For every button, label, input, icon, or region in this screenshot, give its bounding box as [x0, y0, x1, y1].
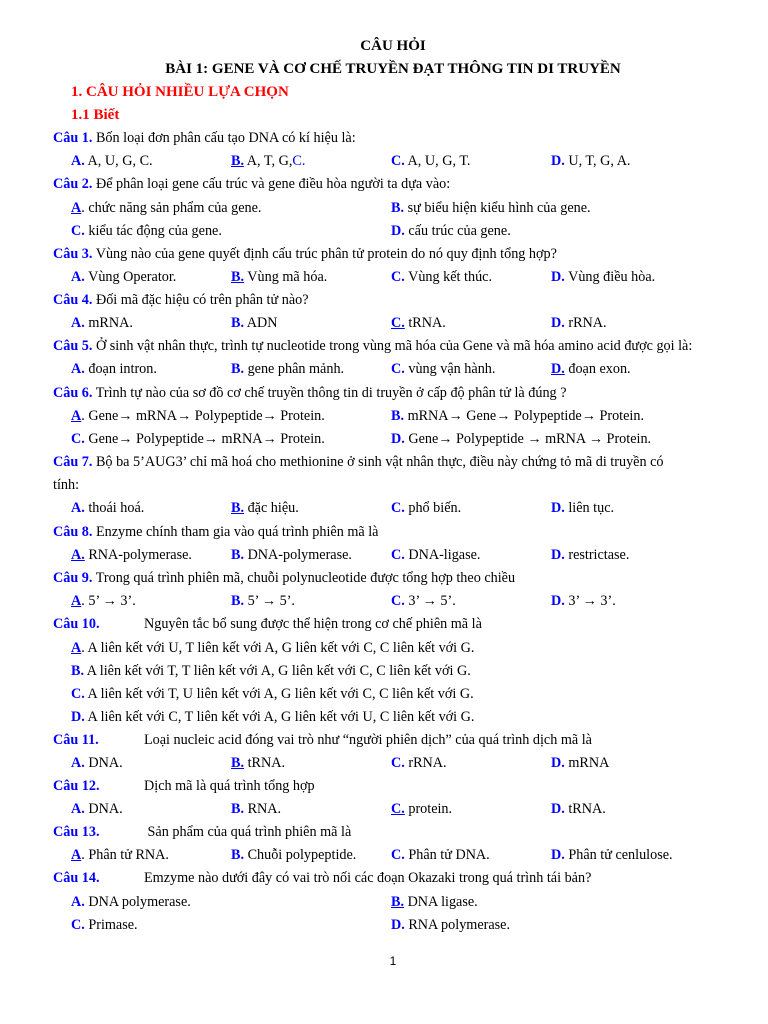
q5-option-c: C. vùng vận hành. [391, 361, 496, 377]
q3-option-a: A. Vùng Operator. [71, 269, 177, 285]
q5-option-d: D. đoạn exon. [551, 361, 631, 377]
question-number: Câu 11. [53, 732, 99, 748]
question-number: Câu 13. [53, 824, 100, 840]
q12-option-b: B. RNA. [231, 801, 282, 817]
q11-option-a: A. DNA. [71, 755, 123, 771]
q14-option-d: D. RNA polymerase. [391, 917, 511, 933]
question-text: Trong quá trình phiên mã, chuỗi polynucleotide được tổng hợp theo chiều [92, 570, 516, 586]
q3-option-b: B. Vùng mã hóa. [231, 269, 328, 285]
section-heading: 1. CÂU HỎI NHIỀU LỰA CHỌN [71, 84, 289, 100]
question-text: Nguyên tắc bổ sung được thể hiện trong cơ chế phiên mã là [144, 616, 482, 632]
q6-option-d: D. Gene→ Polypeptide → mRNA → Protein. [391, 431, 652, 447]
question-text: Trình tự nào của sơ đồ cơ chế truyền thông tin di truyền ở cấp độ phân tử là đúng ? [92, 385, 567, 401]
subsection-heading: 1.1 Biết [71, 107, 120, 123]
question-number: Câu 6. [53, 385, 93, 401]
question-12 [53, 778, 315, 795]
question-text: Emzyme nào dưới đây có vai trò nối các đoạn Okazaki trong quá trình tái bản? [144, 870, 592, 886]
q12-option-d: D. tRNA. [551, 801, 606, 817]
q8-option-a: A. RNA-polymerase. [71, 547, 192, 563]
question-5 [53, 338, 692, 355]
question-text: Ở sinh vật nhân thực, trình tự nucleotide trong vùng mã hóa của Gene và mã hóa amino acid được gọi là: [92, 338, 693, 354]
q8-option-d: D. restrictase. [551, 547, 630, 563]
q14-option-b: B. DNA ligase. [391, 894, 478, 910]
page-title: CÂU HỎI [360, 38, 426, 54]
q5-option-a: A. đoạn intron. [71, 361, 157, 377]
q12-option-c: C. protein. [391, 801, 453, 817]
q14-option-c: C. Primase. [71, 917, 138, 933]
q7-option-a: A. thoái hoá. [71, 500, 145, 516]
question-text: Đối mã đặc hiệu có trên phân tử nào? [92, 292, 309, 308]
question-number: Câu 4. [53, 292, 93, 308]
question-3 [53, 246, 557, 263]
question-6 [53, 385, 567, 402]
q8-option-c: C. DNA-ligase. [391, 547, 481, 563]
q14-option-a: A. DNA polymerase. [71, 894, 191, 910]
q1-option-c: C. A, U, G, T. [391, 153, 471, 169]
question-text: Enzyme chính tham gia vào quá trình phiên mã là [92, 524, 379, 540]
page-number: 1 [389, 954, 397, 968]
question-number: Câu 8. [53, 524, 93, 540]
q6-option-b: B. mRNA→ Gene→ Polypeptide→ Protein. [391, 408, 644, 424]
q13-option-d: D. Phân tử cenlulose. [551, 847, 673, 863]
q5-option-b: B. gene phân mảnh. [231, 361, 345, 377]
question-number: Câu 3. [53, 246, 93, 262]
question-9 [53, 570, 515, 587]
q10-option-a: A. A liên kết với U, T liên kết với A, G liên kết với C, C liên kết với G. [71, 640, 475, 656]
question-number: Câu 2. [53, 176, 93, 192]
question-number: Câu 7. [53, 454, 93, 470]
question-7-continued: tính: [53, 477, 80, 493]
q6-option-a: A. Gene→ mRNA→ Polypeptide→ Protein. [71, 408, 325, 424]
q13-option-a: A. Phân tử RNA. [71, 847, 169, 863]
q1-option-b: B. A, T, G,C. [231, 153, 306, 169]
question-number: Câu 10. [53, 616, 100, 632]
question-2 [53, 176, 450, 193]
question-7 [53, 454, 664, 471]
question-8 [53, 524, 378, 541]
question-text: Vùng nào của gene quyết định cấu trúc phân tử protein do nó quy định tổng hợp? [92, 246, 557, 262]
question-1 [53, 130, 356, 147]
q10-option-c: C. A liên kết với T, U liên kết với A, G liên kết với C, C liên kết với G. [71, 686, 474, 702]
q9-option-d: D. 3’ → 3’. [551, 593, 616, 609]
q2-option-d: D. cấu trúc của gene. [391, 223, 511, 239]
question-number: Câu 14. [53, 870, 100, 886]
q6-option-c: C. Gene→ Polypeptide→ mRNA→ Protein. [71, 431, 325, 447]
q9-option-a: A. 5’ → 3’. [71, 593, 136, 609]
q10-option-b: B. A liên kết với T, T liên kết với A, G liên kết với C, C liên kết với G. [71, 663, 471, 679]
q4-option-a: A. mRNA. [71, 315, 133, 331]
question-text: Bộ ba 5’AUG3’ chỉ mã hoá cho methionine ở sinh vật nhân thực, điều này chứng tỏ mã di truyền có [92, 454, 664, 470]
q8-option-b: B. DNA-polymerase. [231, 547, 352, 563]
q13-option-c: C. Phân tử DNA. [391, 847, 490, 863]
q2-option-a: A. chức năng sản phẩm của gene. [71, 200, 262, 216]
q13-option-b: B. Chuỗi polypeptide. [231, 847, 357, 863]
q11-option-d: D. mRNA [551, 755, 610, 771]
q12-option-a: A. DNA. [71, 801, 123, 817]
question-number: Câu 12. [53, 778, 100, 794]
q2-option-c: C. kiểu tác động của gene. [71, 223, 222, 239]
q11-option-b: B. tRNA. [231, 755, 286, 771]
question-number: Câu 5. [53, 338, 93, 354]
q3-option-c: C. Vùng kết thúc. [391, 269, 493, 285]
question-4 [53, 292, 309, 309]
q11-option-c: C. rRNA. [391, 755, 447, 771]
question-13 [53, 824, 351, 841]
q2-option-b: B. sự biểu hiện kiểu hình của gene. [391, 200, 591, 216]
question-10 [53, 616, 482, 633]
q10-option-d: D. A liên kết với C, T liên kết với A, G liên kết với U, C liên kết với G. [71, 709, 475, 725]
question-text: Để phân loại gene cấu trúc và gene điều hòa người ta dựa vào: [92, 176, 451, 192]
question-number: Câu 1. [53, 130, 93, 146]
q4-option-d: D. rRNA. [551, 315, 607, 331]
q4-option-b: B. ADN [231, 315, 278, 331]
question-14 [53, 870, 591, 887]
q1-option-a: A. A, U, G, C. [71, 153, 153, 169]
question-number: Câu 9. [53, 570, 93, 586]
question-text: Bốn loại đơn phân cấu tạo DNA có kí hiệu là: [92, 130, 356, 146]
q7-option-d: D. liên tục. [551, 500, 615, 516]
question-text: Dịch mã là quá trình tổng hợp [144, 778, 315, 794]
q3-option-d: D. Vùng điều hòa. [551, 269, 656, 285]
question-text: Loại nucleic acid đóng vai trò như “người phiên dịch” của quá trình dịch mã là [144, 732, 592, 748]
q7-option-b: B. đặc hiệu. [231, 500, 299, 516]
q1-option-d: D. U, T, G, A. [551, 153, 631, 169]
question-11 [53, 732, 592, 749]
q1-option-b-extra: C. [292, 153, 306, 169]
question-text: Sản phẩm của quá trình phiên mã là [144, 824, 352, 840]
q4-option-c: C. tRNA. [391, 315, 446, 331]
lesson-title: BÀI 1: GENE VÀ CƠ CHẾ TRUYỀN ĐẠT THÔNG TIN DI TRUYỀN [165, 61, 621, 77]
q9-option-b: B. 5’ → 5’. [231, 593, 295, 609]
q9-option-c: C. 3’ → 5’. [391, 593, 456, 609]
q7-option-c: C. phổ biến. [391, 500, 462, 516]
